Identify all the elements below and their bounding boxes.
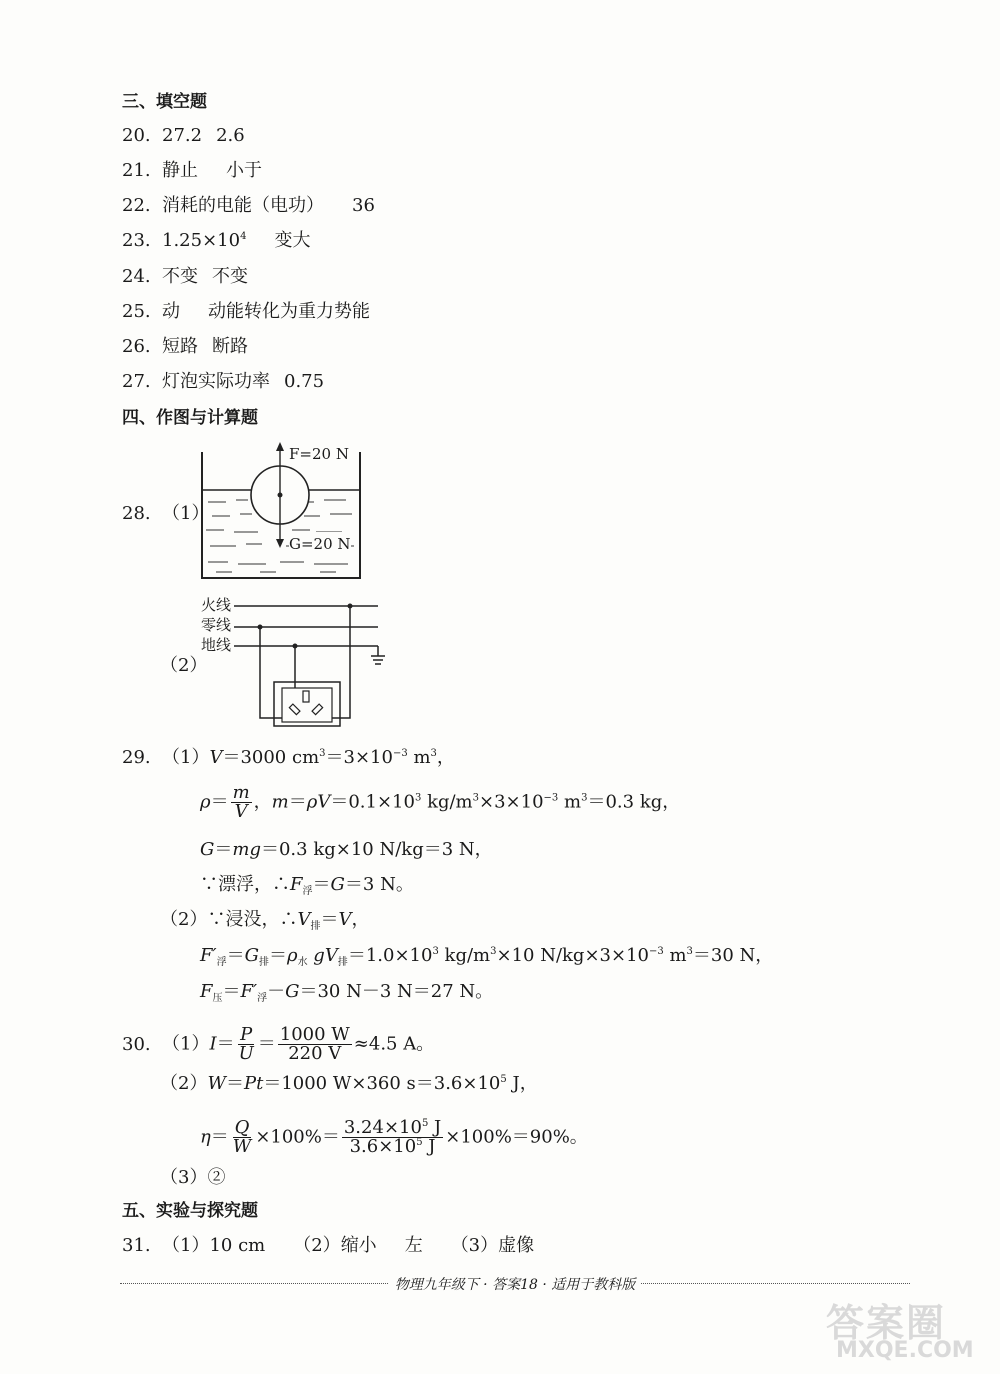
answer-q27: 27. 灯泡实际功率 0.75 (122, 371, 325, 392)
watermark-url: MXQE.COM (836, 1338, 974, 1363)
q30-line3: η＝ $\frac{Q}{W}$ ×100%＝ $\frac{3.24\times 10^5 J}{3.6\times 10^5 J}$ ×100%＝90%。 (200, 1117, 588, 1157)
answer-q25: 25. 动 动能转化为重力势能 (122, 301, 370, 322)
answer-q20: 20. 27.2 2.6 (122, 125, 245, 146)
section-title-drawing-calc: 四、作图与计算题 (122, 408, 258, 428)
answer-q22: 22. 消耗的电能（电功） 36 (122, 195, 375, 216)
gravity-force-label: G=20 N (289, 532, 351, 556)
answer-q23: 23. $1.25\times 10^4$ 变大 (122, 230, 311, 251)
watermark-text: 答案圈 (826, 1301, 947, 1345)
q29-line4: ∵漂浮，$\therefore F_浮=G=3$ N。 (200, 874, 414, 897)
q28-part2-label: （2） (160, 655, 208, 676)
q29-line6: $F'_浮=G_排=\rho_水$ $gV_排=1.0\times 10^3$ $kg/m^3\times 10$ $N/kg\times 3\times 10^{-3}$ $m^3=30$ N， (200, 945, 774, 968)
wiring-diagram (230, 596, 390, 732)
answer-q24: 24. 不变 不变 (122, 266, 248, 287)
gravity-arrow-head (276, 539, 284, 548)
q29-line7: $F_压=F'_浮-G=30$ N－3 N＝27 N。 (200, 981, 494, 1004)
buoyant-force-label: F=20 N (289, 445, 349, 463)
q29-line2: ρ＝ $\frac{m}{V}$ ，$m=\rho V=0.1\times 10^3$ $kg/m^3\times 3\times 10^{-3}$ $m^3=0.3$ kg， (200, 782, 681, 822)
q30-line1: 30. （1）I＝ $\frac{P}{U}$ ＝ $\frac{1000 W}{220 V}$ ≈4.5 A。 (122, 1024, 435, 1064)
q29-line1: 29. （1）V＝3000 $cm^3=3\times 10^{-3}$ $m^3$， (122, 747, 455, 768)
page-footer (120, 1272, 910, 1296)
answer-q26: 26. 短路 断路 (122, 336, 248, 357)
answer-q31: 31. （1）10 cm （2）缩小 左 （3）虚像 (122, 1235, 535, 1256)
watermark-logo (822, 1290, 992, 1368)
buoyant-arrow-head (276, 442, 284, 451)
section-title-experiment: 五、实验与探究题 (122, 1201, 258, 1221)
live-wire-label: 火线 (201, 596, 232, 614)
socket-inner (282, 688, 332, 722)
ground-wire-label: 地线 (201, 636, 232, 654)
q29-line5: （2）∵浸没，$\therefore V_排=V$， (160, 909, 370, 932)
section-title-fill-in: 三、填空题 (122, 92, 207, 112)
footer-text: 物理九年级下 · 答案18 · 适用于教科版 (389, 1277, 642, 1293)
q30-line4: （3）② (160, 1167, 226, 1188)
neutral-wire-label: 零线 (201, 616, 232, 634)
q30-line2: （2）W＝Pt＝1000 W×360 $s=3.6\times 10^5$ J， (160, 1073, 538, 1094)
answer-q21: 21. 静止 小于 (122, 160, 262, 181)
q28-part1-label: 28. （1） (122, 503, 210, 524)
q29-line3: G＝mg＝0.3 kg×10 N/kg＝3 N， (200, 839, 493, 860)
ground-symbol (371, 656, 385, 664)
